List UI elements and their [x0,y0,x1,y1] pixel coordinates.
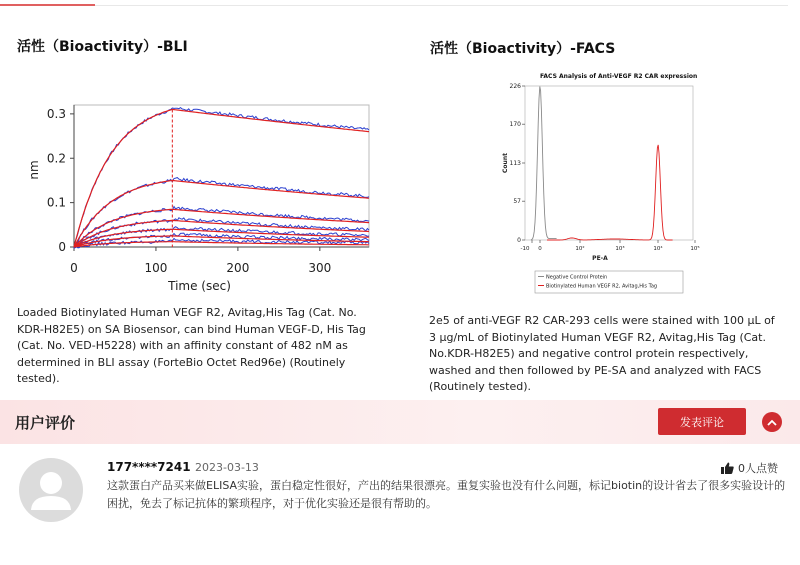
negative-control-histogram [531,87,557,240]
facs-chart [495,68,700,296]
facs-legend-label: Biotinylated Human VEGF R2, Avitag,His Tag [546,283,658,290]
like-count: 0人点赞 [738,462,778,475]
review-user-name: 177****7241 [107,460,191,474]
facs-plot-frame [525,86,693,240]
y-axis-title: nm [27,160,41,180]
x-tick-label: 0 [70,261,78,275]
facs-y-tick-label: 113 [509,160,521,167]
top-divider [95,5,788,6]
facs-description: 2e5 of anti-VEGF R2 CAR-293 cells were stained with 100 µL of 3 µg/mL of Biotinylated Human VEGF R2, Avitag,His Tag (Cat. No.KDR-H82E5) and negative control protein respectively, washed and then followed by PE-SA and analyzed with FACS (Routinely tested). [429,314,775,393]
bli-chart [14,95,374,295]
review-date: 2023-03-13 [195,461,259,474]
x-tick-label: 100 [144,261,168,275]
bli-fit-curve [74,109,369,247]
y-tick-label: 0.1 [46,195,66,210]
y-tick-label: 0.2 [46,151,66,166]
user-placeholder-icon [19,458,83,522]
facs-legend-label: Negative Control Protein [546,274,608,281]
facs-chart-title: FACS Analysis of Anti-VEGF R2 CAR expression [540,73,698,80]
bli-description: Loaded Biotinylated Human VEGF R2, Avitag,His Tag (Cat. No. KDR-H82E5) on SA Biosensor, can bind Human VEGF-D, His Tag (Cat. No. VED-H5228) with an affinity constant of 482 nM as determined in BLI assay (ForteBio Octet Red96e) (Routinely tested). [17,306,366,385]
facs-y-tick-label: 57 [513,198,521,206]
bli-section-title: 活性（Bioactivity）-BLI [17,39,188,55]
facs-y-tick-label: 226 [509,83,521,90]
facs-x-tick-label: 10³ [615,246,625,252]
y-tick-label: 0 [58,240,66,254]
bli-measured-curve [74,108,369,247]
top-accent-line [0,4,95,6]
y-tick-label: 0.3 [46,106,66,121]
facs-x-tick-label: 0 [538,246,542,252]
x-tick-label: 200 [226,261,250,275]
facs-section-title: 活性（Bioactivity）-FACS [430,41,616,57]
thumbs-up-icon [721,462,734,474]
facs-x-axis-title: PE-A [592,255,608,262]
avatar [19,458,83,522]
chevron-up-icon [767,419,777,426]
x-tick-label: 300 [308,261,332,275]
review-text: 这款蛋白产品买来做ELISA实验，蛋白稳定性很好，产出的结果很漂亮。重复实验也没有什么问题，标记biotin的设计省去了很多实验设计的困扰，免去了标记抗体的繁琐程序，对于优化实验还是很有帮助的。 [107,479,786,510]
facs-x-tick-label: 10⁵ [690,246,700,252]
facs-y-tick-label: 0 [517,237,521,244]
facs-y-tick-label: 170 [509,121,521,129]
collapse-button[interactable] [762,412,782,432]
like-button[interactable] [721,460,778,476]
facs-x-tick-label: 10² [575,246,585,252]
facs-y-axis-title: Count [502,153,509,173]
vegf-r2-histogram [547,145,673,240]
reviews-title: 用户评价 [15,414,76,432]
x-axis-title: Time (sec) [168,279,231,293]
facs-x-tick-label: -10 [520,246,530,252]
facs-x-tick-label: 10⁴ [653,246,663,252]
post-review-button[interactable]: 发表评论 [658,408,746,435]
